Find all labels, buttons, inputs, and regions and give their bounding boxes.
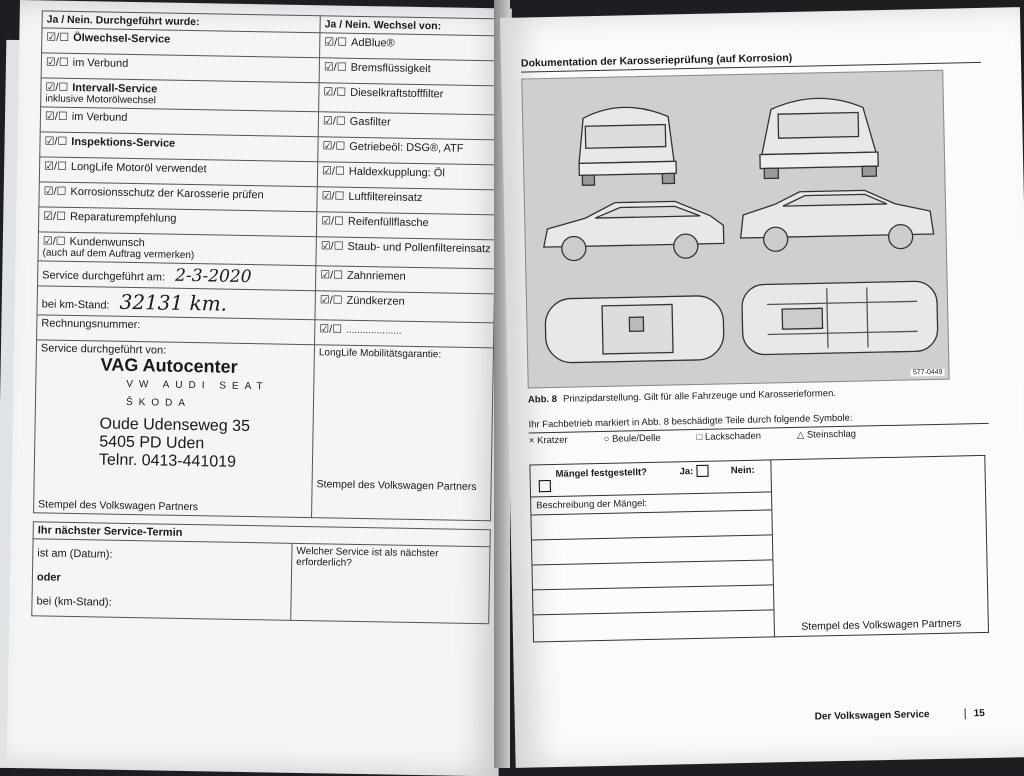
description-line[interactable]: [533, 609, 773, 639]
zahnriemen-cell: ☑/☐ Zahnriemen: [315, 266, 494, 294]
zuendkerzen-cell: ☑/☐ Zündkerzen: [315, 291, 494, 323]
service-table: [33, 10, 500, 521]
change-item: ☑/☐ Bremsflüssigkeit: [319, 58, 498, 86]
change-item: ☑/☐ Dieselkraftstofffilter: [319, 83, 498, 115]
figure-id: 577-0449: [912, 368, 943, 377]
symbol-scratch: × Kratzer: [528, 434, 568, 447]
invoice-check-cell: ☑/☐ ....................: [315, 320, 494, 348]
km-cell: bei km-Stand: 32131 km.: [37, 286, 315, 320]
check-box[interactable]: ☑/☐: [45, 56, 69, 69]
change-item: ☑/☐ Haldexkupplung: Öl: [317, 162, 496, 190]
check-box[interactable]: ☑/☐: [321, 165, 345, 178]
longlife-cell: LongLife Mobilitätsgarantie: Stempel des Volkswagen Partners: [312, 345, 494, 521]
next-service-table: Ihr nächster Service-Termin ist am (Datum): oder bei (km-Stand): Welcher Service ist als nächster erforderlich?: [31, 521, 491, 624]
next-km-label: bei (km-Stand):: [36, 595, 112, 609]
symbol-paint: □ Lackschaden: [696, 430, 762, 443]
col1-header: Ja / Nein. Durchgeführt wurde:: [42, 11, 320, 33]
marker-instruction: Ihr Fachbetrieb markiert in Abb. 8 beschädigte Teile durch folgende Symbole:: [528, 410, 988, 434]
service-item: ☑/☐ Inspektions-Service: [40, 132, 318, 162]
check-box[interactable]: ☑/☐: [322, 115, 346, 128]
page-number: 15: [965, 708, 985, 719]
check-box[interactable]: ☑/☐: [324, 36, 348, 49]
next-service-title: Ihr nächster Service-Termin: [33, 522, 490, 547]
check-box[interactable]: ☑/☐: [44, 110, 68, 123]
check-box[interactable]: ☑/☐: [43, 160, 67, 173]
km-value: 32131 km.: [119, 289, 228, 316]
car-underbody-view: [742, 281, 938, 355]
change-item: ☑/☐ Luftfiltereinsatz: [317, 187, 496, 215]
defects-label: Mängel festgestellt?: [555, 466, 647, 480]
invoice-cell: Rechnungsnummer:: [37, 315, 315, 345]
car-diagram[interactable]: [521, 70, 949, 389]
change-item: ☑/☐ Staub- und Pollenfiltereinsatz: [316, 237, 495, 269]
service-item: ☑/☐ Reparaturempfehlung: [38, 207, 316, 237]
service-item: ☑/☐ im Verbund: [41, 53, 319, 83]
service-item: ☑/☐ Ölwechsel-Service: [42, 28, 320, 58]
car-top-view: [545, 295, 724, 363]
left-page: [7, 0, 512, 776]
check-box[interactable]: ☑/☐: [323, 61, 347, 74]
defects-table: Mängel festgestellt? Ja: Nein: Stempel des Volkswagen Partners Beschreibung der Mängel:: [529, 455, 989, 643]
next-service-which: Welcher Service ist als nächster erforderlich?: [291, 543, 490, 623]
car-side-hatch: [740, 189, 934, 252]
section-title: Dokumentation der Karosserieprüfung (auf Korrosion): [521, 48, 981, 73]
partner-stamp-label: Stempel des Volkswagen Partners: [801, 617, 962, 633]
defects-description-label: Beschreibung der Mängel:: [536, 497, 648, 511]
change-item: ☑/☐ Getriebeöl: DSG®, ATF: [318, 137, 497, 165]
symbol-dent: ○ Beule/Delle: [603, 432, 661, 445]
car-rear-view: [578, 106, 677, 185]
service-item: ☑/☐ LongLife Motoröl verwendet: [39, 157, 317, 187]
footer-title: Der Volkswagen Service: [814, 709, 930, 723]
service-by-cell: Service durchgeführt von: VAG Autocenter VW AUDI SEAT ŠKODA Oude Udenseweg 35 5405 PD Uden Telnr. 0413-441019 Stempel des Volkswagen Partners: [34, 340, 315, 518]
service-item: ☑/☐ Kundenwunsch (auch auf dem Auftrag vermerken): [38, 232, 316, 266]
check-box[interactable]: ☑/☐: [45, 81, 69, 94]
check-box[interactable]: ☑/☐: [43, 210, 67, 223]
next-date-label: ist am (Datum):: [37, 547, 113, 561]
service-date-cell: Service durchgeführt am: 2-3-2020: [38, 261, 316, 291]
change-item: ☑/☐ AdBlue®: [320, 33, 499, 61]
symbol-stone: △ Steinschlag: [796, 428, 857, 441]
check-box[interactable]: ☑/☐: [46, 31, 70, 44]
defects-no-checkbox[interactable]: [539, 480, 551, 492]
service-item: ☑/☐ im Verbund: [40, 107, 318, 137]
check-box[interactable]: ☑/☐: [321, 190, 345, 203]
col2-header: Ja / Nein. Wechsel von:: [320, 16, 499, 36]
check-box[interactable]: ☑/☐: [43, 185, 67, 198]
check-box[interactable]: ☑/☐: [323, 86, 347, 99]
change-item: ☑/☐ Gasfilter: [318, 112, 497, 140]
service-item: ☑/☐ Intervall-Service inklusive Motorölwechsel: [41, 78, 319, 112]
right-page: [500, 7, 1024, 768]
service-date: 2-3-2020: [174, 265, 252, 288]
car-front-view: [759, 97, 879, 178]
change-item: ☑/☐ Reifenfüllflasche: [316, 212, 495, 240]
dealer-stamp: VAG Autocenter VW AUDI SEAT ŠKODA Oude Udenseweg 35 5405 PD Uden Telnr. 0413-441019: [39, 354, 310, 473]
figure-caption: Abb. 8 Prinzipdarstellung. Gilt für alle Fahrzeuge und Karosserieformen.: [527, 388, 837, 406]
service-item: ☑/☐ Korrosionsschutz der Karosserie prüfen: [39, 182, 317, 212]
check-box[interactable]: ☑/☐: [322, 140, 346, 153]
check-box[interactable]: ☑/☐: [320, 240, 344, 253]
check-box[interactable]: ☑/☐: [44, 135, 68, 148]
car-side-sedan: [543, 200, 724, 261]
check-box[interactable]: ☑/☐: [42, 235, 66, 248]
defects-yes-checkbox[interactable]: [696, 465, 708, 477]
check-box[interactable]: ☑/☐: [321, 215, 345, 228]
brand-logos: VW AUDI SEAT ŠKODA: [125, 378, 269, 410]
